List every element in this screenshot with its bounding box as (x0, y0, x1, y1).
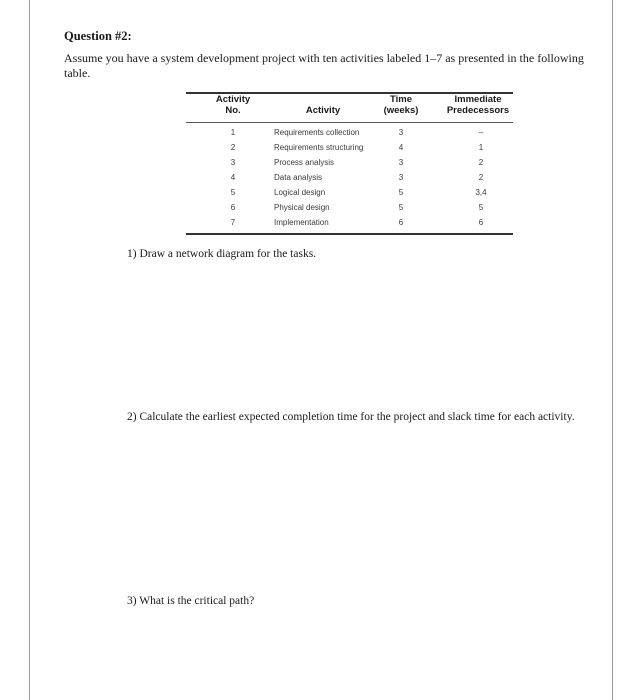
table-row (186, 158, 513, 170)
task-critical-path: 3) What is the critical path? (127, 595, 255, 607)
table-row (186, 128, 513, 140)
cell-predecessors: 6 (478, 218, 484, 227)
cell-time: 3 (398, 158, 404, 167)
cell-activity: Physical design (274, 203, 330, 212)
task-completion-time: 2) Calculate the earliest expected completion time for the project and slack time for each activity. (127, 411, 575, 423)
cell-time: 4 (398, 143, 404, 152)
cell-activity: Implementation (274, 218, 329, 227)
header-time-line1: Time (389, 94, 412, 105)
table-bottom-rule (186, 233, 513, 235)
question-intro: Assume you have a system development project with ten activities labeled 1–7 as presented in the following table. (64, 51, 584, 80)
cell-no: 4 (230, 173, 236, 182)
cell-no: 6 (230, 203, 236, 212)
header-activity-no-line1: Activity (215, 94, 251, 105)
cell-no: 2 (230, 143, 236, 152)
cell-no: 5 (230, 188, 236, 197)
cell-no: 1 (230, 128, 236, 137)
cell-no: 3 (230, 158, 236, 167)
table-header-rule (186, 122, 513, 123)
header-time (378, 95, 424, 116)
header-activity-no (208, 95, 258, 116)
header-predecessors-line1: Immediate (454, 94, 502, 105)
task-network-diagram: 1) Draw a network diagram for the tasks. (127, 248, 317, 260)
header-activity: Activity (305, 105, 341, 116)
cell-activity: Process analysis (274, 158, 335, 167)
document-page (29, 0, 613, 700)
cell-activity: Logical design (274, 188, 326, 197)
table-row (186, 173, 513, 185)
table-row (186, 143, 513, 155)
cell-predecessors: 2 (478, 173, 484, 182)
header-time-line2: (weeks) (383, 104, 419, 116)
cell-activity: Data analysis (274, 173, 323, 182)
cell-time: 3 (398, 173, 404, 182)
cell-activity: Requirements structuring (274, 143, 364, 152)
cell-time: 3 (398, 128, 404, 137)
cell-predecessors: 1 (478, 143, 484, 152)
header-predecessors (438, 95, 518, 116)
cell-predecessors: 2 (478, 158, 484, 167)
table-row (186, 203, 513, 215)
cell-activity: Requirements collection (274, 128, 360, 137)
cell-predecessors: 3,4 (475, 188, 487, 197)
cell-no: 7 (230, 218, 236, 227)
cell-time: 5 (398, 188, 404, 197)
header-predecessors-line2: Predecessors (446, 104, 510, 116)
cell-time: 5 (398, 203, 404, 212)
header-activity-no-line2: No. (225, 104, 241, 116)
table-row (186, 218, 513, 230)
cell-time: 6 (398, 218, 404, 227)
cell-predecessors: 5 (478, 203, 484, 212)
cell-predecessors: – (478, 128, 484, 137)
table-row (186, 188, 513, 200)
question-heading: Question #2: (64, 29, 132, 43)
